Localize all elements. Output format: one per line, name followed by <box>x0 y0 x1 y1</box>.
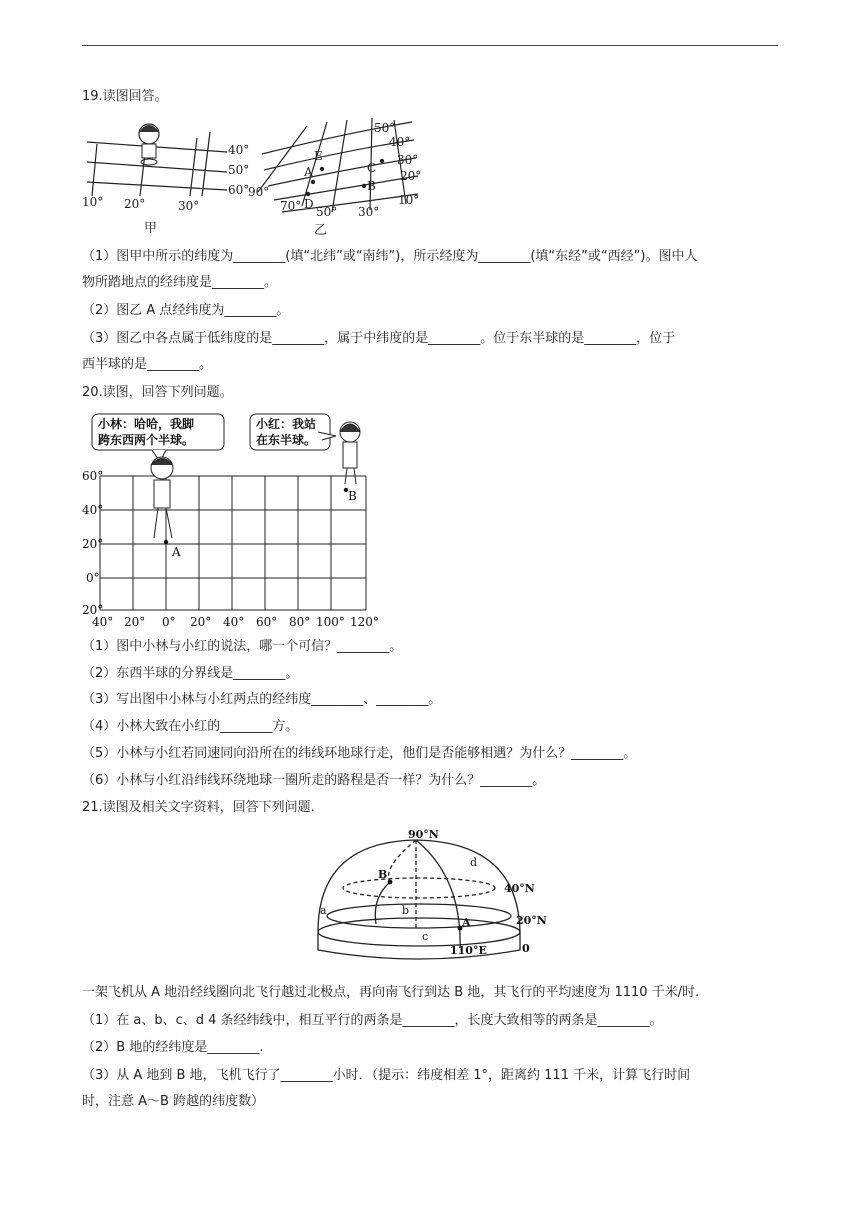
q20-x-label: 60° <box>256 615 278 628</box>
pole-label: 90°N <box>408 828 439 841</box>
q20-x-label: 80° <box>289 615 311 628</box>
lat40-label: 40°N <box>504 882 535 895</box>
q20-x-label: 40° <box>223 615 245 628</box>
hong-bubble-text: 在东半球。 <box>256 433 317 447</box>
line-c-label: c <box>422 930 429 943</box>
lat0-label: 0 <box>522 942 530 955</box>
yi-point-label: D <box>304 197 314 211</box>
line-b-label: b <box>402 904 410 917</box>
q21-title: 21.读图及相关文字资料，回答下列问题. <box>82 800 315 815</box>
yi-lon-label: 90° <box>248 185 270 199</box>
q20-x-label: 20° <box>190 615 212 628</box>
q21-intro: 一架飞机从 A 地沿经线圈向北飞行越过北极点，再向南飞行到达 B 地，其飞行的平均速度为 1110 千米/时. <box>82 985 700 1000</box>
yi-lat-label: 10° <box>398 193 420 207</box>
line-a-label: a <box>320 904 327 917</box>
yi-lat-label: 40° <box>389 135 411 149</box>
q20-x-label: 0° <box>162 615 176 628</box>
q20-y-label: 20° <box>82 603 104 617</box>
jia-lon-label: 30° <box>178 199 200 213</box>
q20-s2: （2）东西半球的分界线是________。 <box>82 666 299 681</box>
yi-point-label: A <box>304 165 313 179</box>
jia-label: 甲 <box>144 221 158 236</box>
jia-lon-label: 20° <box>124 197 146 211</box>
q20-s6: （6）小林与小红沿纬线环绕地球一圈所走的路程是否一样？为什么？________。 <box>82 773 546 788</box>
yi-point-label: C <box>367 161 377 175</box>
q20-title: 20.读图，回答下列问题。 <box>82 385 233 400</box>
yi-lat-label: 20° <box>400 169 422 183</box>
yi-point-label: B <box>367 179 376 193</box>
point-a-label: A <box>172 545 181 559</box>
yi-lon-label: 30° <box>358 205 380 219</box>
header-rule <box>82 45 778 46</box>
q20-y-label: 60° <box>82 469 104 483</box>
yi-lat-label: 50° <box>374 121 396 135</box>
yi-lon-label: 70° <box>280 199 302 213</box>
q20-y-label: 40° <box>82 503 104 517</box>
jia-lat-label: 40° <box>228 143 250 157</box>
q20-y-label: 0° <box>86 571 100 585</box>
q19-figure <box>82 114 426 238</box>
q21-s2: （2）B 地的经纬度是________. <box>82 1040 264 1055</box>
q20-x-label: 100° <box>316 615 345 628</box>
point-a-label: A <box>462 916 471 929</box>
q20-s5: （5）小林与小红若同速同向沿所在的纬线环地球行走，他们是否能够相遇？为什么？________。 <box>82 746 637 761</box>
q19-s3-line1: （3）图乙中各点属于低纬度的是________，属于中纬度的是________。位于东半球的是________，位于 <box>82 331 676 346</box>
q19-title: 19.读图回答。 <box>82 89 168 104</box>
q20-x-label: 40° <box>92 615 114 628</box>
yi-lat-label: 30° <box>397 153 419 167</box>
q19-s3-line2: 西半球的是________。 <box>82 357 213 372</box>
hong-bubble-text: 小红：我站 <box>256 417 317 431</box>
q21-s3-line1: （3）从 A 地到 B 地，飞机飞行了________小时．（提示：纬度相差 1°，距离约 111 千米，计算飞行时间 <box>82 1068 691 1083</box>
jia-lat-label: 50° <box>228 163 250 177</box>
q20-figure <box>82 410 382 628</box>
point-b-label: B <box>378 868 388 881</box>
point-b-label: B <box>348 489 357 503</box>
jia-lat-label: 60° <box>228 183 250 197</box>
q20-s4: （4）小林大致在小红的________方。 <box>82 719 299 734</box>
q20-x-label: 20° <box>124 615 146 628</box>
lat20-label: 20°N <box>516 914 547 927</box>
q19-s1-line2: 物所踏地点的经纬度是________。 <box>82 275 278 290</box>
q20-x-label: 120° <box>350 615 379 628</box>
q21-globe-figure <box>312 828 548 968</box>
q20-s1: （1）图中小林与小红的说法，哪一个可信？________。 <box>82 639 403 654</box>
q19-s1-line1: （1）图甲中所示的纬度为________(填“北纬”或“南纬”)，所示经度为________(填“东经”或“西经”)。图中人 <box>82 249 698 264</box>
line-d-label: d <box>470 856 478 869</box>
q20-s3: （3）写出图中小林与小红两点的经纬度________、________。 <box>82 692 442 707</box>
q21-s3-line2: 时，注意 A～B 跨越的纬度数） <box>82 1094 265 1109</box>
lin-bubble-text: 小林：哈哈，我脚 <box>98 417 195 431</box>
q20-y-label: 20° <box>82 537 104 551</box>
jia-lon-label: 10° <box>82 195 104 209</box>
yi-point-label: E <box>314 149 323 163</box>
lin-bubble-text: 跨东西两个半球。 <box>98 433 195 447</box>
q19-s2: （2）图乙 A 点经纬度为________。 <box>82 303 290 318</box>
q21-s1: （1）在 a、b、c、d 4 条经纬线中，相互平行的两条是________，长度大致相等的两条是________。 <box>82 1013 663 1028</box>
lon-label: 110°E <box>450 944 487 957</box>
yi-lon-label: 50° <box>316 205 338 219</box>
yi-label: 乙 <box>314 223 328 238</box>
